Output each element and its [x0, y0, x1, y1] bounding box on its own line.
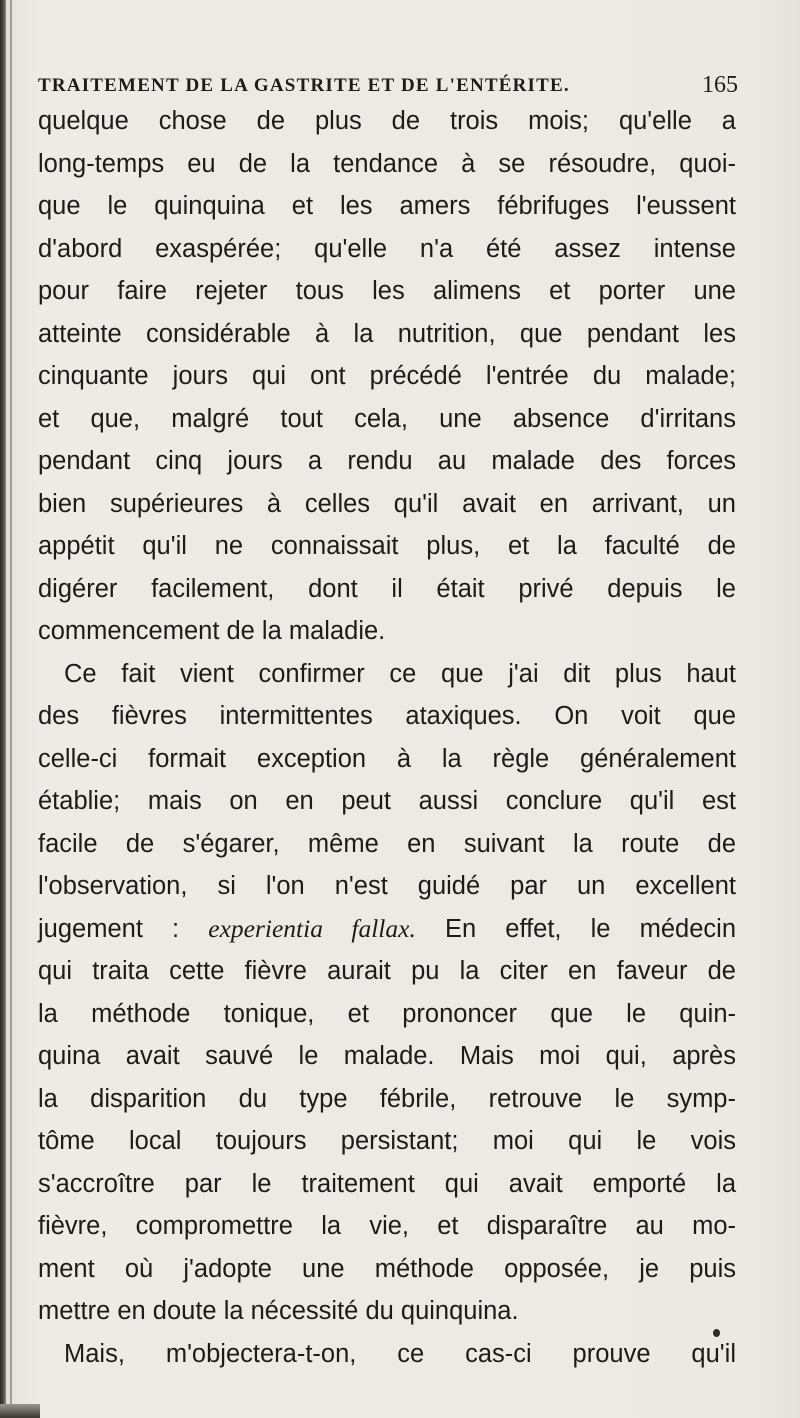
text-line: tôme local toujours persistant; moi qui le vois: [38, 1127, 736, 1155]
text-line: que le quinquina et les amers fébrifuges l'eussent: [38, 192, 736, 220]
gutter-shadow: [10, 0, 12, 1418]
text-line: celle-ci formait exception à la règle généralement: [38, 744, 736, 773]
text-line: quina avait sauvé le malade. Mais moi qui, après: [38, 1042, 736, 1070]
text-line: bien supérieures à celles qu'il avait en arrivant, un: [38, 489, 736, 518]
text-line: d'abord exaspérée; qu'elle n'a été assez intense: [38, 234, 736, 263]
latin-phrase: experientia fallax.: [208, 913, 416, 943]
text-segment: jugement :: [38, 914, 209, 943]
text-line: des fièvres intermittentes ataxiques. On voit que: [38, 702, 736, 730]
text-line: pour faire rejeter tous les alimens et porter une: [38, 277, 736, 305]
text-line: mettre en doute la nécessité du quinquina.: [38, 1297, 519, 1325]
page-number: 165: [702, 72, 738, 98]
text-line: appétit qu'il ne connaissait plus, et la faculté de: [38, 532, 736, 560]
body-text: [38, 100, 736, 1375]
text-line: la disparition du type fébrile, retrouve le symp-: [38, 1084, 736, 1113]
page-binding-edge: [0, 0, 6, 1418]
running-head: [38, 72, 738, 102]
text-line: commencement de la maladie.: [38, 617, 386, 645]
running-head-title: TRAITEMENT DE LA GASTRITE ET DE L'ENTÉRITE.: [38, 75, 570, 96]
text-line: ment où j'adopte une méthode opposée, je puis: [38, 1254, 736, 1283]
text-line: l'observation, si l'on n'est guidé par un excellent: [38, 872, 736, 900]
text-line: facile de s'égarer, même en suivant la route de: [38, 829, 736, 858]
ink-spot: [713, 1329, 720, 1337]
text-line: digérer facilement, dont il était privé depuis le: [38, 574, 736, 603]
text-line: établie; mais on en peut aussi conclure qu'il est: [38, 787, 736, 815]
text-line: long-temps eu de la tendance à se résoudre, quoi-: [38, 149, 736, 178]
paragraph-start-line: Mais, m'objectera-t-on, ce cas-ci prouve qu'il: [64, 1339, 736, 1368]
page-corner-shadow: [0, 1404, 40, 1418]
text-line: pendant cinq jours a rendu au malade des forces: [38, 447, 736, 475]
paragraph-start-line: Ce fait vient confirmer ce que j'ai dit plus haut: [64, 659, 736, 688]
text-line: fièvre, compromettre la vie, et disparaître au mo-: [38, 1212, 736, 1240]
text-line: quelque chose de plus de trois mois; qu'elle a: [38, 107, 736, 135]
text-segment: En effet, le médecin: [415, 914, 737, 943]
text-line: qui traita cette fièvre aurait pu la citer en faveur de: [38, 957, 736, 985]
text-line: et que, malgré tout cela, une absence d'irritans: [38, 404, 736, 433]
text-line: la méthode tonique, et prononcer que le quin-: [38, 999, 736, 1028]
text-line: cinquante jours qui ont précédé l'entrée du malade;: [38, 362, 736, 390]
text-line: s'accroître par le traitement qui avait emporté la: [38, 1169, 736, 1198]
text-line-with-latin-phrase: [38, 908, 736, 951]
text-line: atteinte considérable à la nutrition, que pendant les: [38, 319, 736, 348]
